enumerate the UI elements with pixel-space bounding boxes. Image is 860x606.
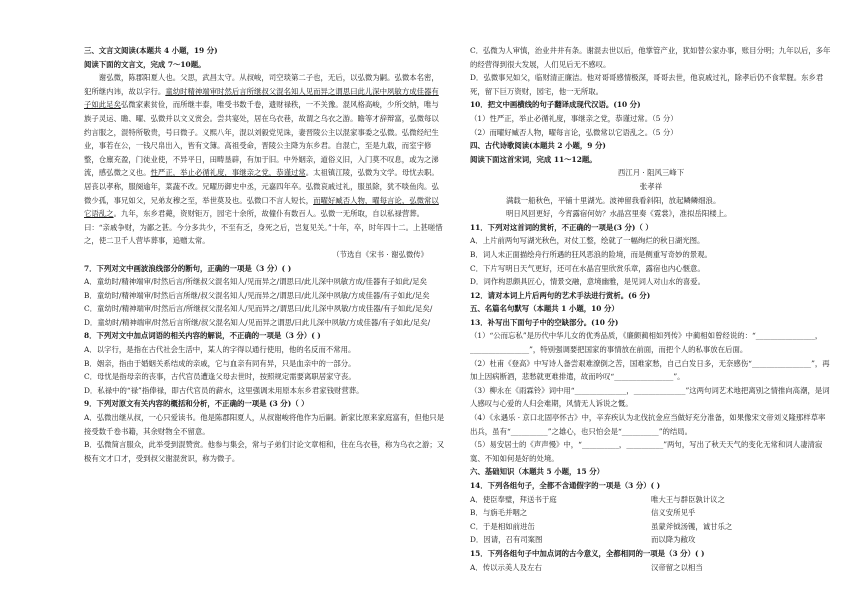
section-3-title: 三、文言文阅读(本题共 4 小题，19 分) xyxy=(84,46,218,55)
q11-option-b: B．词人未正面描绘舟行所遇的狂风恶浪的险境，而是侧重写奇妙的景观。 xyxy=(470,249,712,259)
section-5-title: 五、名篇名句默写（本题共 1 小题，10 分） xyxy=(470,304,619,314)
q14-option-a xyxy=(470,493,832,507)
blank: __________ xyxy=(626,440,664,450)
q8-option-a: A．以字行，是指在古代社会生活中，某人的字得以通行使用，他的名反而不常用。 xyxy=(84,345,356,355)
question-9: 9．下列对原文有关内容的概括和分析，不正确的一项是 (3 分)（ ） xyxy=(84,399,309,409)
passage-wavy-underline: 童幼时精神端审时然后言所继叔父混名知人见而异之谓思曰此儿深中夙敏方成佳器有子如此足矣 xyxy=(84,86,439,110)
q13-text: ”之雄心，也只怕会是“ xyxy=(547,426,622,436)
blank: ________________，________________ xyxy=(470,331,823,355)
q11-option-a: A．上片前两句写湖光秋色，对仗工整，绘就了一幅绚烂的秋日湖光图。 xyxy=(470,236,705,246)
q14-d-right: 而以降为敝攻 xyxy=(651,535,696,545)
q14-b-left: B．与旃毛并咽之 xyxy=(470,508,528,518)
q14-option-c xyxy=(470,520,832,534)
q13-item-2 xyxy=(470,357,832,384)
section-4-title: 四、古代诗歌阅读(本题共 2 小题，9 分) xyxy=(470,141,606,151)
q9-option-c: C．弘微为人审慎，治业井井有条。谢混去世以后，他掌管产业，犹如替公家办事，账目分明；九年以后，多年的经营得到很大发展，人们见后无不感叹。 xyxy=(470,46,831,69)
poem-line-2: 明日风回更好，今宵露宿何妨？水晶宫里奏《霓裳》，准拟岳阳楼上。 xyxy=(506,209,732,219)
question-11: 11．下列对这首词的赏析，不正确的一项是(3 分)（ ） xyxy=(470,222,653,232)
q10-item-2: （2）而曜好臧否人物，曜每言论，弘微常以它语乱之。（5 分） xyxy=(470,127,678,137)
q14-c-left: C．于是相如前进缶 xyxy=(470,521,535,531)
q13-text: ， xyxy=(618,440,627,450)
blank: __________ xyxy=(510,426,548,436)
blank: ______________ xyxy=(574,385,627,395)
poem-author: 张孝祥 xyxy=(639,181,663,191)
q11-option-d: D．词作构思颇具匠心，情景交融，意境幽雅，是见词人对山水的喜爱。 xyxy=(470,277,706,287)
q8-option-b: B．姻亲，指由于婚姻关系结成的亲戚，它与血亲有同有异，只是血亲中的一部分。 xyxy=(84,358,356,368)
q14-c-right: 虽蒙斧钺汤镬，诚甘乐之 xyxy=(651,521,733,531)
q13-item-3 xyxy=(470,384,832,411)
q13-text: ”。 xyxy=(673,372,685,382)
q13-text: ”，再加上因病断酒，悲愁就更难排遣，故而吟叹“ xyxy=(470,358,830,382)
left-column xyxy=(84,44,446,465)
q13-item-4 xyxy=(470,411,832,438)
q9-option-b: B．弘微简言服众，此举受到混赞赏。他参与集会，常与子弟们讨论文章相和，住在乌衣巷，称为乌衣之游；又极有文才口才，受到叔父谢混赏识，称为微子。 xyxy=(84,440,445,463)
q13-text: ”这两句词艺术地把离别之情推向高潮，是词人感叹与心爱的人归会难期，风情无人诉说之慨。 xyxy=(470,385,830,409)
question-12: 12．请对本词上片后两句的艺术手法进行赏析。(6 分) xyxy=(470,290,651,300)
q9-option-a: A．弘微出继从叔，一心只爱读书。他是陈郡阳夏人，从叔谢峻将他作为后嗣。新家比原来家庭富有，但他只是接受数千卷书籍，其余财物全不留意。 xyxy=(84,413,445,436)
blank: ______________ xyxy=(633,385,686,395)
q10-item-1: （1）性严正，举止必循礼度，事继亲之党，恭谨过常。（5 分） xyxy=(470,113,678,123)
question-14: 14．下列各组句子，全都不含通假字的一项是（3 分）( ) xyxy=(470,481,661,490)
passage-text: 谢弘微，陈郡阳夏人也。父思，武昌太守。从叔峻，司空琰第二子也，无后，以弘微为嗣。弘微本名密，犯所继内讳，故以字行。 xyxy=(84,73,439,96)
section-3-instruction: 阅读下面的文言文，完成 7～10题。 xyxy=(84,59,206,69)
q13-text: （3）柳永在《雨霖铃》词中用“ xyxy=(470,385,575,395)
passage-text: 。九年，东乡君薨，资财钜万，园宅十余所，故僮仆有数百人。弘微一无所取，自以私禄营葬。曰：“亲戚争财，为鄙之甚。今分多共少，不至有乏，身死之后，岂复见关。”十年，卒，时年四十二。上甚嗟惜之，使二卫千人营毕葬事，追赠太常。 xyxy=(84,209,443,246)
passage-underline-1: 性严正，举止必循礼度，事继亲之党，恭谨过常 xyxy=(150,168,306,178)
q7-option-c: C．童幼时/精神端审/时然后言/所继叔父混名知人/见而异之/谓思曰/此儿深中夙敏/方成佳器/有子如此/足矣/ xyxy=(84,304,433,314)
q13-text: （1）“公而忘私”是历代中华儿女的优秀品质，《廉颇蔺相如列传》中蔺相如曾经说的：“ xyxy=(470,331,756,341)
q13-text: ， xyxy=(626,385,634,395)
section-4-instruction: 阅读下面这首宋词，完成 11～12题。 xyxy=(470,154,597,164)
blank: __________ xyxy=(581,440,619,450)
q15-a-right: 汉帝留之以相当 xyxy=(651,562,703,572)
q15-a-left: A．传以示美人及左右 xyxy=(470,562,542,572)
q11-option-c: C．下片写明日天气更好，还可在水晶宫里欣赏乐章，露宿也内心惬意。 xyxy=(470,263,705,273)
q14-d-left: D．因请，召有司案图 xyxy=(470,535,543,545)
q14-a-right: 唯大王与群臣孰计议之 xyxy=(651,494,725,504)
q13-item-1 xyxy=(470,329,832,356)
passage-text: 。太祖镇江陵，弘微为文学。母忧去职。居丧以孝称，服阕逾年，菜蔬不改。兄曜历御史中丞，元嘉四年卒。弘微哀戚过礼，服虽除，犹不啖鱼肉。弘微少孤，事兄如父，兄弟友穆之至，举世莫及也。弘微口不言人短长， xyxy=(84,168,439,205)
q13-text: ”，特别强调要把国家的事情放在前面，而把个人的私事放在后面。 xyxy=(529,345,748,355)
poem-line-1: 满载一船秋色，平铺十里湖光。波神留我看斜阳，放起鳞鳞细浪。 xyxy=(506,195,721,205)
blank: ________________ xyxy=(614,372,674,382)
q9-option-d: D．弘微事兄如父，临财清正廉洁。他对哥哥感情极深，哥哥去世，他哀戚过礼，除孝后仍不食荤腥。东乡君死，留下巨万资财，园宅，他一无所取。 xyxy=(470,73,824,96)
q13-text: ”的结局。 xyxy=(658,426,693,436)
q15-option-a xyxy=(470,561,832,575)
question-13: 13．补写出下面句子中的空缺部分。(10 分) xyxy=(470,317,619,327)
q14-b-right: 信义安所见乎 xyxy=(651,508,696,518)
blank: ________________ xyxy=(751,358,812,368)
q13-text: ”两句，写出了秋天天气的变化无常和词人凄清寂寞、不知如何是好的处境。 xyxy=(470,440,823,463)
q7-option-d: D．童幼时/精神端审/时然后言所继/叔父混名知人/见而异之谓思/曰此儿深中夙敏/方成佳器/有子如此/足矣/ xyxy=(84,317,431,327)
q8-option-d: D．私禄中的“禄”指俸禄，即古代官员的薪水，这里强调未用原本东乡君家钱财营葬。 xyxy=(84,385,364,395)
question-7: 7．下列对文中画波浪线部分的断句，正确的一项是（3 分）( ) xyxy=(84,263,292,273)
poem-title: 西江月 · 阻风三峰下 xyxy=(617,168,685,178)
passage-source: （节选自《宋书 · 谢弘微传》 xyxy=(332,249,428,259)
q14-a-left: A．使臣奉璧，拜送书于庭 xyxy=(470,494,557,504)
question-15: 15．下列各组句子中加点词的古今意义，全都相同的一项是（3 分）( ) xyxy=(470,548,705,558)
passage-text: 弘微家素贫俭，而所继丰泰，唯受书数千卷，遗财禄秩，一不关豫。混风格高峻，少所交纳，唯与族子灵运、瞻、曜、弘微并以文义赏会。尝共宴处，居在乌衣巷，故谓之乌衣之游。瞻等才辞辩富，弘微每以约言服之，混特所敬贵，号曰微子。义熙八年，混以刘毅党见诛，妻晋陵公主以混家事委之弘微。弘微经纪生业，事若在公，一钱尺帛出入，皆有文簿。高祖受命，晋陵公主降为东乡君。自混亡，至是九载，而室宇修整，仓廪充盈，门徒业使，不异平日，田畴垦辟，有加于旧。中外姻亲，道俗义旧，入门莫不叹息，或为之涕流，感弘微之义也。 xyxy=(84,100,439,178)
q13-text: （2）杜甫《登高》中写诗人备尝艰难潦倒之苦，国难家愁，自己白发日多，无奈感伤“ xyxy=(470,358,752,368)
q13-item-5 xyxy=(470,438,832,465)
question-8: 8．下列对文中加点词语的相关内容的解说，不正确的一项是（3 分）( ) xyxy=(84,331,321,341)
section-6-title: 六、基础知识（本题共 5 小题，15 分） xyxy=(470,467,605,477)
passage-underline-2: 而曜好臧否人物，曜每言论，弘微常以它语乱之 xyxy=(84,195,439,219)
q13-text: （4）《永遇乐 · 京口北固亭怀古》中，辛弃疾认为北伐抗金应当做好充分准备，如果像宋文帝刘义隆那样草率出兵，虽有“ xyxy=(470,413,826,436)
classical-passage xyxy=(84,71,446,248)
q13-text: （5）易安居士的《声声慢》中，“ xyxy=(470,440,582,450)
right-column xyxy=(470,44,832,574)
q7-option-b: B．童幼时/精神端审/时然后言所继/叔父混名知人/见而异之/谓思曰/此儿深中夙敏/方成佳器/有子如此/足矣 xyxy=(84,290,430,300)
q7-option-a: A．童幼时/精神端审/时然后言/所继叔父混名知人/见而异之/谓思曰/此儿深中夙敏方成/佳器有子如此/足矣 xyxy=(84,277,428,287)
q8-option-c: C．母忧是指母亲的丧事，古代官员遭逢父母去世时，按照规定需要离职居家守丧。 xyxy=(84,372,356,382)
q14-option-d xyxy=(470,533,832,547)
q14-option-b xyxy=(470,506,832,520)
blank: __________ xyxy=(621,426,659,436)
question-10: 10．把文中画横线的句子翻译成现代汉语。(10 分) xyxy=(470,100,641,110)
